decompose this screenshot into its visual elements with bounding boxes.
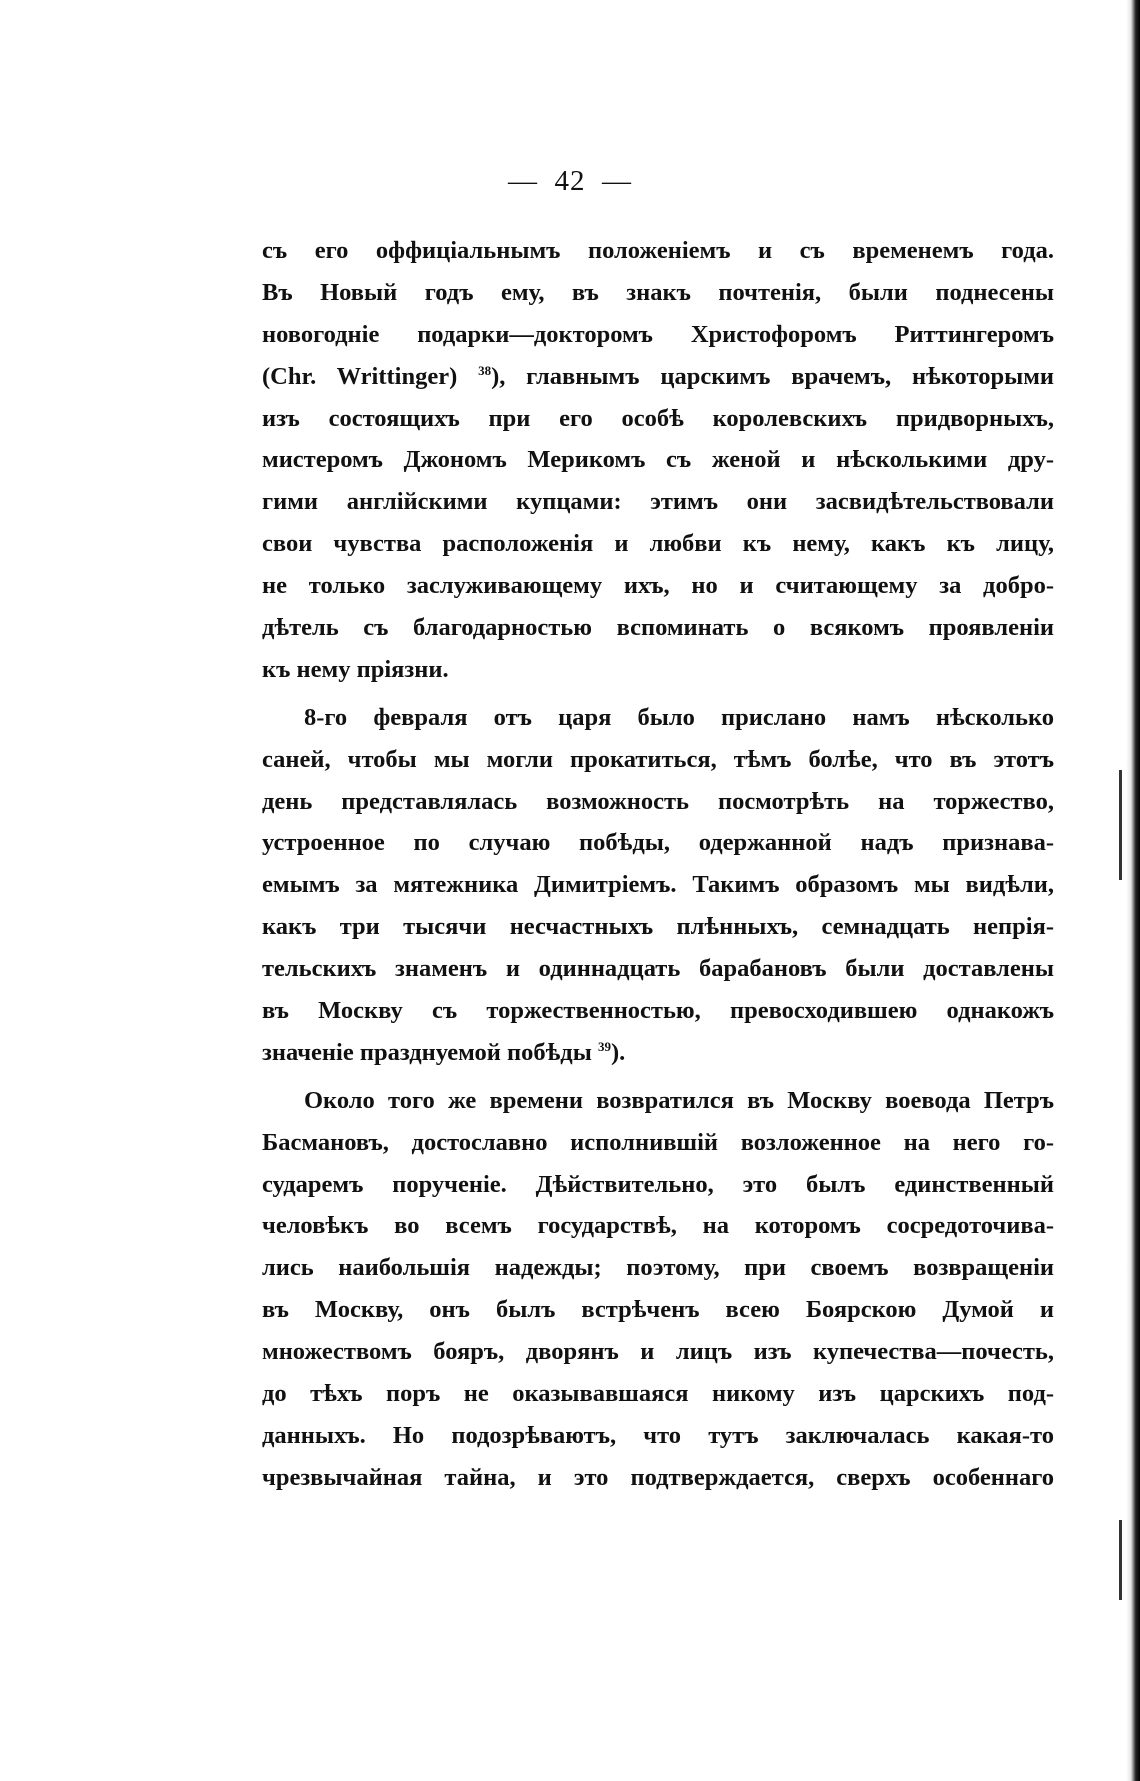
text-line: дѣтель съ благодарностью вспоминать о всякомъ проявленіи	[262, 614, 1054, 642]
footnote-ref-39: 39	[597, 1038, 611, 1054]
line-text: (Chr. Writtinger)	[262, 362, 479, 390]
text-line: емымъ за мятежника Димитріемъ. Такимъ образомъ мы видѣли,	[262, 871, 1054, 899]
edge-mark	[1119, 770, 1122, 880]
text-line: въ Москву, онъ былъ встрѣченъ всею Боярскою Думой и	[262, 1296, 1054, 1324]
text-line: саней, чтобы мы могли прокатиться, тѣмъ болѣе, что въ этотъ	[262, 745, 1054, 773]
paragraph-3	[262, 1080, 1054, 1499]
text-line: 8-го февраля отъ царя было прислано намъ нѣсколько	[304, 703, 1054, 731]
page-number: — 42 —	[508, 165, 632, 197]
text-line: въ Москву съ торжественностью, превосходившею однакожъ	[262, 997, 1054, 1025]
text-line	[262, 1032, 1054, 1074]
text-line: день представлялась возможность посмотрѣть на торжество,	[262, 787, 1054, 815]
text-line: устроенное по случаю побѣды, одержанной надъ признава-	[262, 829, 1054, 857]
text-line: данныхъ. Но подозрѣваютъ, что тутъ заключалась какая-то	[262, 1421, 1054, 1449]
line-text-after: ), главнымъ царскимъ врачемъ, нѣкоторыми	[491, 362, 1054, 390]
edge-mark	[1119, 1520, 1122, 1600]
paragraph-1	[262, 230, 1054, 691]
text-line: не только заслуживающему ихъ, но и считающему за добро-	[262, 572, 1054, 600]
text-line: Въ Новый годъ ему, въ знакъ почтенія, были поднесены	[262, 278, 1054, 306]
line-text-after: ).	[610, 1038, 626, 1066]
text-line: къ нему пріязни.	[262, 655, 449, 683]
text-line: Около того же времени возвратился въ Москву воевода Петръ	[304, 1086, 1054, 1114]
text-line: чрезвычайная тайна, и это подтверждается, сверхъ особеннаго	[262, 1463, 1054, 1491]
text-line: новогодніе подарки—докторомъ Христофоромъ Риттингеромъ	[262, 320, 1054, 348]
text-line: человѣкъ во всемъ государствѣ, на которомъ сосредоточива-	[262, 1212, 1054, 1240]
paragraph-2	[262, 697, 1054, 1074]
body-text	[262, 230, 1054, 1499]
page-binding-edge	[1126, 0, 1140, 1781]
text-line: Басмановъ, достославно исполнившій возложенное на него го-	[262, 1128, 1054, 1156]
text-line: съ его оффиціальнымъ положеніемъ и съ временемъ года.	[262, 237, 1054, 264]
text-line: тельскихъ знаменъ и одиннадцать барабановъ были доставлены	[262, 955, 1054, 983]
footnote-ref-38: 38	[478, 362, 492, 378]
text-line: лись наибольшія надежды; поэтому, при своемъ возвращеніи	[262, 1254, 1054, 1282]
text-line: какъ три тысячи несчастныхъ плѣнныхъ, семнадцать непрія-	[262, 913, 1054, 941]
text-line: мистеромъ Джономъ Мерикомъ съ женой и нѣсколькими дру-	[262, 446, 1054, 474]
text-line: изъ состоящихъ при его особѣ королевскихъ придворныхъ,	[262, 404, 1054, 432]
text-line: свои чувства расположенія и любви къ нему, какъ къ лицу,	[262, 530, 1054, 558]
text-line	[262, 356, 1054, 398]
text-line: гими англійскими купцами: этимъ они засвидѣтельствовали	[262, 488, 1054, 516]
text-line: до тѣхъ поръ не оказывавшаяся никому изъ царскихъ под-	[262, 1380, 1054, 1408]
text-line: сударемъ порученіе. Дѣйствительно, это былъ единственный	[262, 1170, 1054, 1198]
line-text: значеніе празднуемой побѣды	[262, 1038, 598, 1066]
text-line: множествомъ бояръ, дворянъ и лицъ изъ купечества—почесть,	[262, 1338, 1054, 1366]
